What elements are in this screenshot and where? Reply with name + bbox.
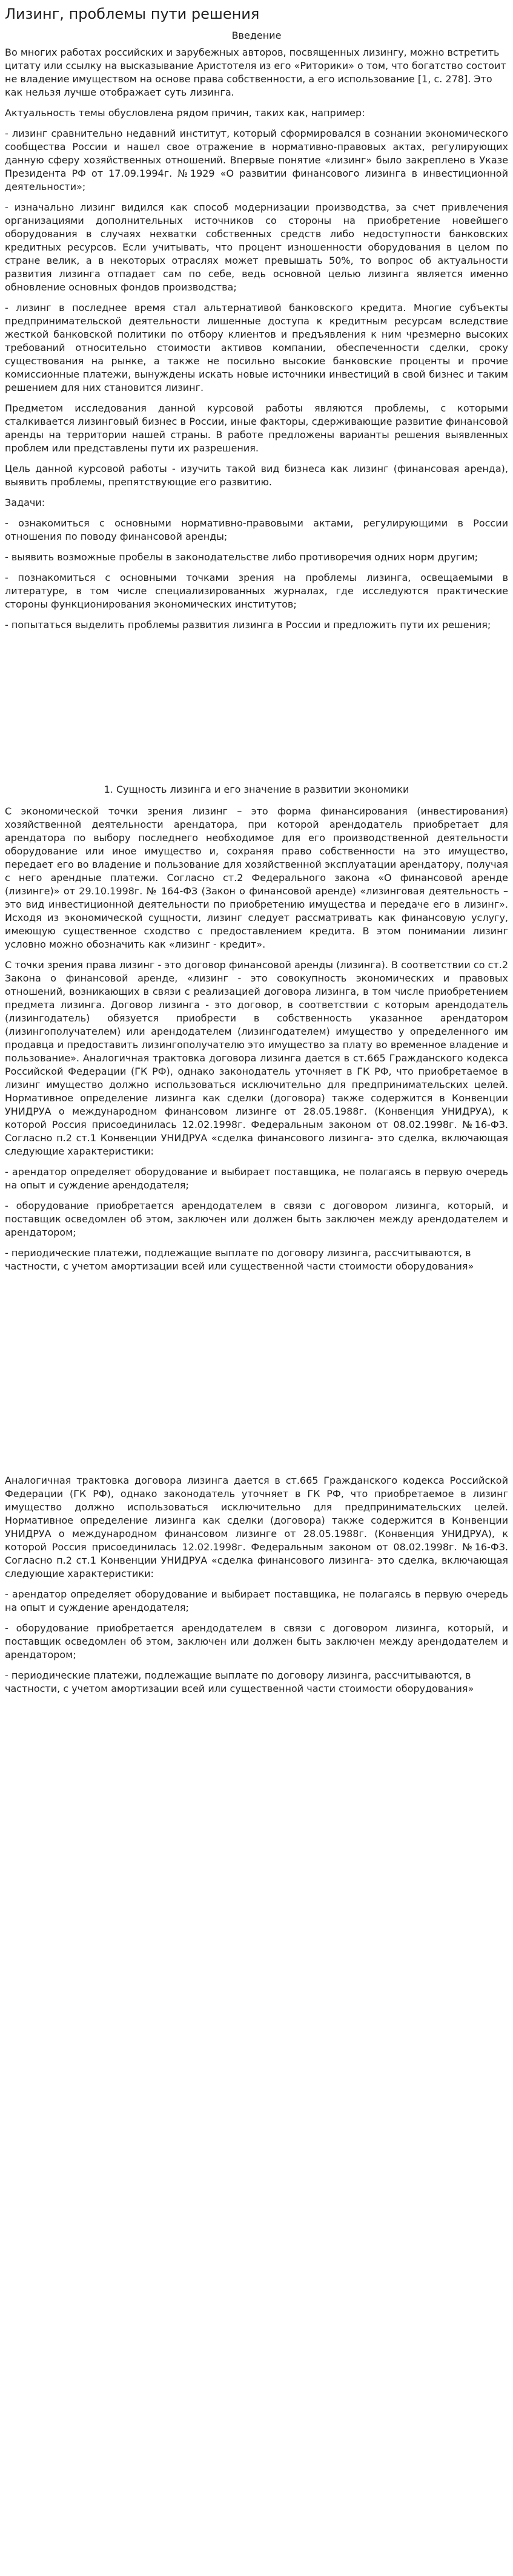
section-paragraph: - оборудование приобретается арендодателем в связи с договором лизинга, который, и поставщик осведомлен об этом, заключен или должен быть заключен между арендодателем и арендатором;	[5, 1200, 508, 1238]
page-spacer	[5, 639, 508, 778]
intro-paragraph: Предметом исследования данной курсовой работы являются проблемы, с которыми сталкивается лизинговый бизнес в России, иные факторы, сдерживающие развитие финансовой аренды на территории нашей страны. В работе предложены варианты решения выявленных проблем или представлены пути их разрешения.	[5, 402, 508, 454]
intro-paragraph: Во многих работах российских и зарубежных авторов, посвященных лизингу, можно встретить цитату или ссылку на высказывание Аристотеля из его «Риторики» о том, что богатство состоит не владение имуществом на основе права собственности, а его использование [1, с. 278]. Это как нельзя лучше отображает суть лизинга.	[5, 47, 506, 98]
section-paragraph: С точки зрения права лизинг - это договор финансовой аренды (лизинга). В соответствии со ст.2 Закона о финансовой аренде, «лизинг - это совокупность экономических и правовых отношений, возникающих в связи с реализацией договора лизинга, в том числе приобретением предмета лизинга. Договор лизинга - это договор, в соответствии с которым арендодатель (лизингодатель) обязуется приобрести в собственность указанное арендатором (лизингополучателем) или арендодателем (лизингодателем) имущество у определенного им продавца и предоставить лизингополучателю это имущество за плату во временное владение и пользование». Аналогичная трактовка договора лизинга дается в ст.665 Гражданского кодекса Российской Федерации (ГК РФ), однако законодатель уточняет в ГК РФ, что приобретаемое в лизинг имущество должно использоваться исключительно для предпринимательских целей. Нормативное определение лизинга как сделки (договора) также содержится в Конвенции УНИДРУА о международном финансовом лизинге от 28.05.1988г. (Конвенция УНИДРУА), к которой Россия присоединилась 12.02.1998г. Федеральным законом от 08.02.1998г. №16-ФЗ. Согласно п.2 ст.1 Конвенции УНИДРУА «сделка финансового лизинга- это сделка, включающая следующие характеристики:	[5, 959, 508, 1157]
intro-paragraph: - лизинг в последнее время стал альтернативой банковского кредита. Многие субъекты предпринимательской деятельности лишенные доступа к кредитным ресурсам вследствие жесткой банковской политики по отбору клиентов и предъявления к ним чрезмерно высоких требований относительно стоимости активов компании, обеспеченности сделки, сроку существования на рынке, а также не посильно высокие банковские проценты и прочие комиссионные платежи, вынуждены искать новые источники инвестиций в свой бизнес и таким решением для них становится лизинг.	[5, 302, 508, 393]
intro-paragraph: - изначально лизинг видился как способ модернизации производства, за счет привлечения организациями дополнительных источников со стороны на приобретение новейшего оборудования в случаях нехватки собственных средств либо недоступности банковских кредитных ресурсов. Если учитывать, что процент изношенности оборудования в целом по стране велик, а в некоторых отраслях может превышать 50%, то вопрос об актуальности развития лизинга отпадает сам по себе, ведь основной целью лизинга является именно обновление основных фондов производства;	[5, 202, 508, 293]
intro-paragraph: Задачи:	[5, 497, 45, 508]
section-paragraph: - арендатор определяет оборудование и выбирает поставщика, не полагаясь в первую очередь на опыт и суждение арендодателя;	[5, 1166, 508, 1191]
page-spacer	[5, 1280, 508, 1474]
section-heading: 1. Сущность лизинга и его значение в развитии экономики	[104, 784, 409, 795]
intro-paragraph: - познакомиться с основными точками зрения на проблемы лизинга, освещаемыми в литературе, в том числе специализированных журналах, где исследуются практические стороны функционирования экономических институтов;	[5, 572, 508, 610]
page-title: Лизинг, проблемы пути решения	[5, 5, 260, 22]
section-paragraph: - периодические платежи, подлежащие выплате по договору лизинга, рассчитываются, в частности, с учетом амортизации всей или существенной части стоимости оборудования»	[5, 1247, 474, 1272]
intro-heading: Введение	[231, 30, 282, 41]
section-paragraph: Аналогичная трактовка договора лизинга дается в ст.665 Гражданского кодекса Российской Федерации (ГК РФ), однако законодатель уточняет в ГК РФ, что приобретаемое в лизинг имущество должно использоваться исключительно для предпринимательских целей. Нормативное определение лизинга как сделки (договора) также содержится в Конвенции УНИДРУА о международном финансовом лизинге от 28.05.1988г. (Конвенция УНИДРУА), к которой Россия присоединилась 12.02.1998г. Федеральным законом от 08.02.1998г. №16-ФЗ. Согласно п.2 ст.1 Конвенции УНИДРУА «сделка финансового лизинга- это сделка, включающая следующие характеристики:	[5, 1475, 508, 1579]
section-paragraph: - оборудование приобретается арендодателем в связи с договором лизинга, который, и поставщик осведомлен об этом, заключен или должен быть заключен между арендодателем и арендатором;	[5, 1622, 508, 1660]
section-paragraph: - арендатор определяет оборудование и выбирает поставщика, не полагаясь в первую очередь на опыт и суждение арендодателя;	[5, 1588, 508, 1613]
section-paragraph: - периодические платежи, подлежащие выплате по договору лизинга, рассчитываются, в частности, с учетом амортизации всей или существенной части стоимости оборудования»	[5, 1670, 474, 1694]
intro-paragraph: Актуальность темы обусловлена рядом причин, таких как, например:	[5, 107, 365, 119]
intro-paragraph: - выявить возможные пробелы в законодательстве либо противоречия одних норм другим;	[5, 551, 478, 563]
intro-paragraph: Цель данной курсовой работы - изучить такой вид бизнеса как лизинг (финансовая аренда), выявить проблемы, препятствующие его развитию.	[5, 463, 508, 488]
intro-paragraph: - лизинг сравнительно недавний институт, который сформировался в сознании экономического сообщества России и нашел свое отражение в нормативно-правовых актах, регулирующих данную сферу хозяйственных отношений. Впервые понятие «лизинг» было закреплено в Указе Президента РФ от 17.09.1994г. №1929 «О развитии финансового лизинга в инвестиционной деятельности»;	[5, 128, 508, 192]
section-paragraph: С экономической точки зрения лизинг – это форма финансирования (инвестирования) хозяйственной деятельности арендатора, при которой арендодатель приобретает для арендатора по выбору последнего необходимое для его производственной деятельности оборудование или иное имущество и, сохраняя право собственности на это имущество, передает его во владение и пользование для хозяйственной эксплуатации арендатору, получая с него арендные платежи. Согласно ст.2 Федерального закона «О финансовой аренде (лизинге)» от 29.10.1998г. № 164-ФЗ (Закон о финансовой аренде) «лизинговая деятельность – это вид инвестиционной деятельности по приобретению имущества и передаче его в лизинг». Исходя из экономической сущности, лизинг следует рассматривать как финансовую услугу, имеющую существенное сходство с предоставлением кредита. В этом понимании лизинг условно можно обозначить как «лизинг - кредит».	[5, 805, 508, 950]
intro-paragraph: - ознакомиться с основными нормативно-правовыми актами, регулирующими в России отношения по поводу финансовой аренды;	[5, 517, 508, 542]
intro-paragraph: - попытаться выделить проблемы развития лизинга в России и предложить пути их решения;	[5, 619, 491, 631]
